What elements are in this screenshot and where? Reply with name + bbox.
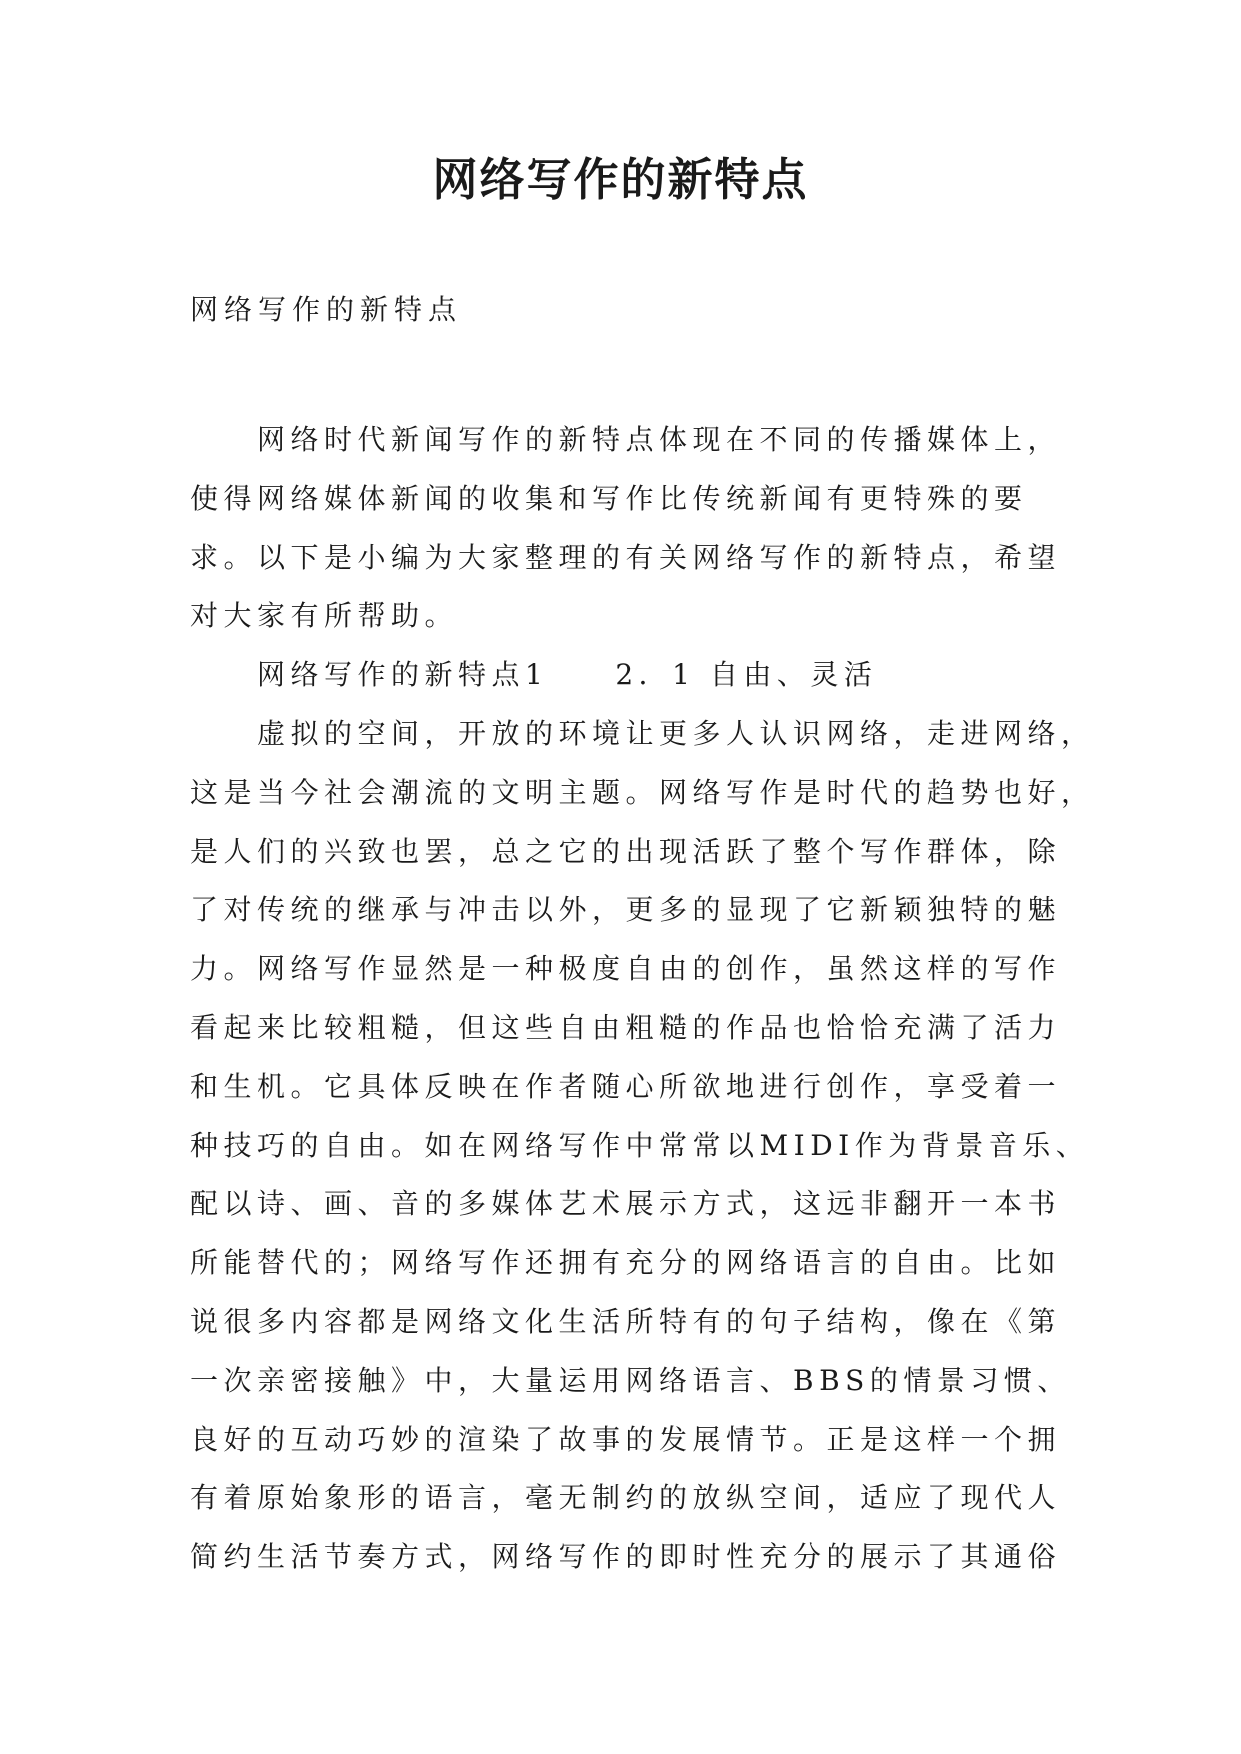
paragraph-line: 良好的互动巧妙的渲染了故事的发展情节。正是这样一个拥 (190, 1422, 1062, 1456)
paragraph-line: 所能替代的；网络写作还拥有充分的网络语言的自由。比如 (190, 1246, 1062, 1280)
paragraph-line: 对大家有所帮助。 (190, 599, 459, 633)
paragraph-line: 力。网络写作显然是一种极度自由的创作，虽然这样的写作 (190, 952, 1062, 986)
paragraph-line: 虚拟的空间，开放的环境让更多人认识网络，走进网络， (257, 716, 1095, 750)
paragraph-line: 使得网络媒体新闻的收集和写作比传统新闻有更特殊的要 (190, 481, 1028, 515)
paragraph-line: 网络时代新闻写作的新特点体现在不同的传播媒体上， (257, 423, 1062, 456)
paragraph-line: 是人们的兴致也罢，总之它的出现活跃了整个写作群体，除 (190, 834, 1062, 868)
section-heading-line: 网络写作的新特点1 2．1 自由、灵活 (257, 658, 878, 692)
paragraph-line: 这是当今社会潮流的文明主题。网络写作是时代的趋势也好， (190, 775, 1095, 809)
paragraph-line: 种技巧的自由。如在网络写作中常常以MIDI作为背景音乐、 (190, 1128, 1090, 1162)
paragraph-line: 说很多内容都是网络文化生活所特有的句子结构，像在《第 (190, 1304, 1062, 1338)
paragraph-line: 看起来比较粗糙，但这些自由粗糙的作品也恰恰充满了活力 (190, 1010, 1062, 1044)
paragraph-line: 配以诗、画、音的多媒体艺术展示方式，这远非翻开一本书 (190, 1187, 1062, 1221)
paragraph-line: 和生机。它具体反映在作者随心所欲地进行创作，享受着一 (190, 1069, 1062, 1103)
paragraph-line: 一次亲密接触》中，大量运用网络语言、BBS的情景习惯、 (190, 1363, 1071, 1397)
paragraph-line: 简约生活节奏方式，网络写作的即时性充分的展示了其通俗 (190, 1540, 1062, 1574)
paragraph-line: 求。以下是小编为大家整理的有关网络写作的新特点，希望 (190, 540, 1062, 574)
document-title: 网络写作的新特点 (432, 153, 809, 206)
document-body (190, 411, 1095, 1587)
paragraph-line: 了对传统的继承与冲击以外，更多的显现了它新颖独特的魅 (190, 893, 1062, 927)
document-subtitle: 网络写作的新特点 (190, 293, 463, 326)
paragraph-line: 有着原始象形的语言，毫无制约的放纵空间，适应了现代人 (190, 1481, 1062, 1515)
